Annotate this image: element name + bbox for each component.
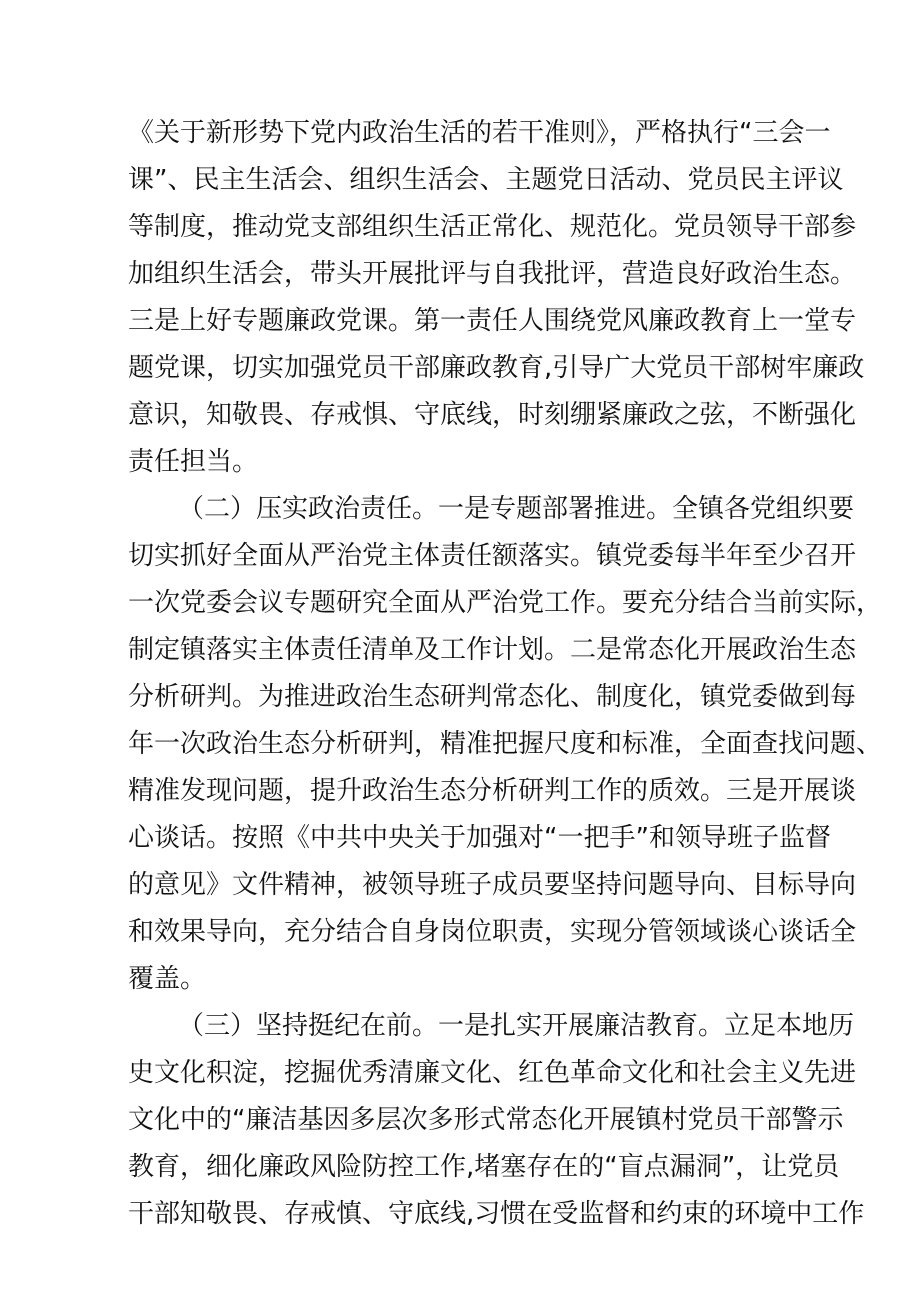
text-line: 意识，知敬畏、存戒惧、守底线，时刻绷紧廉政之弦，不断强化: [128, 400, 857, 430]
text-line: 的意见》文件精神，被领导班子成员要坚持问题导向、目标导向: [128, 870, 857, 900]
text-line: 一次党委会议专题研究全面从严治党工作。要充分结合当前实际，: [128, 588, 883, 618]
text-line: 题党课，切实加强党员干部廉政教育,引导广大党员干部树牢廉政: [128, 353, 865, 383]
text-line: 《关于新形势下党内政治生活的若干准则》，严格执行“三会一: [128, 118, 831, 148]
text-line: 教育，细化廉政风险防控工作,堵塞存在的“盲点漏洞”，让党员: [128, 1152, 840, 1182]
text-line: 三是上好专题廉政党课。第一责任人围绕党风廉政教育上一堂专: [128, 306, 857, 336]
section-heading-line: （二）压实政治责任。一是专题部署推进。全镇各党组织要: [178, 494, 855, 524]
text-line: 精准发现问题，提升政治生态分析研判工作的质效。三是开展谈: [128, 776, 857, 806]
text-line: 心谈话。按照《中共中央关于加强对“一把手”和领导班子监督: [128, 823, 831, 853]
text-line: 责任担当。: [128, 447, 259, 477]
text-line: 等制度，推动党支部组织生活正常化、规范化。党员领导干部参: [128, 212, 857, 242]
text-line: 史文化积淀，挖掘优秀清廉文化、红色革命文化和社会主义先进: [128, 1058, 857, 1088]
text-line: 干部知敬畏、存戒慎、守底线,习惯在受监督和约束的环境中工作: [128, 1199, 865, 1229]
section-heading-line: （三）坚持挺纪在前。一是扎实开展廉洁教育。立足本地历: [178, 1011, 855, 1041]
text-line: 和效果导向，充分结合自身岗位职责，实现分管领域谈心谈话全: [128, 917, 857, 947]
text-line: 覆盖。: [128, 964, 207, 994]
text-line: 文化中的“廉洁基因多层次多形式常态化开展镇村党员干部警示: [128, 1105, 844, 1135]
text-line: 课”、民主生活会、组织生活会、主题党日活动、党员民主评议: [128, 165, 844, 195]
text-line: 分析研判。为推进政治生态研判常态化、制度化，镇党委做到每: [128, 682, 857, 712]
text-line: 制定镇落实主体责任清单及工作计划。二是常态化开展政治生态: [128, 635, 857, 665]
text-line: 年一次政治生态分析研判，精准把握尺度和标准，全面查找问题、: [128, 729, 883, 759]
text-line: 加组织生活会，带头开展批评与自我批评，营造良好政治生态。: [128, 259, 857, 289]
text-line: 切实抓好全面从严治党主体责任额落实。镇党委每半年至少召开: [128, 541, 857, 571]
